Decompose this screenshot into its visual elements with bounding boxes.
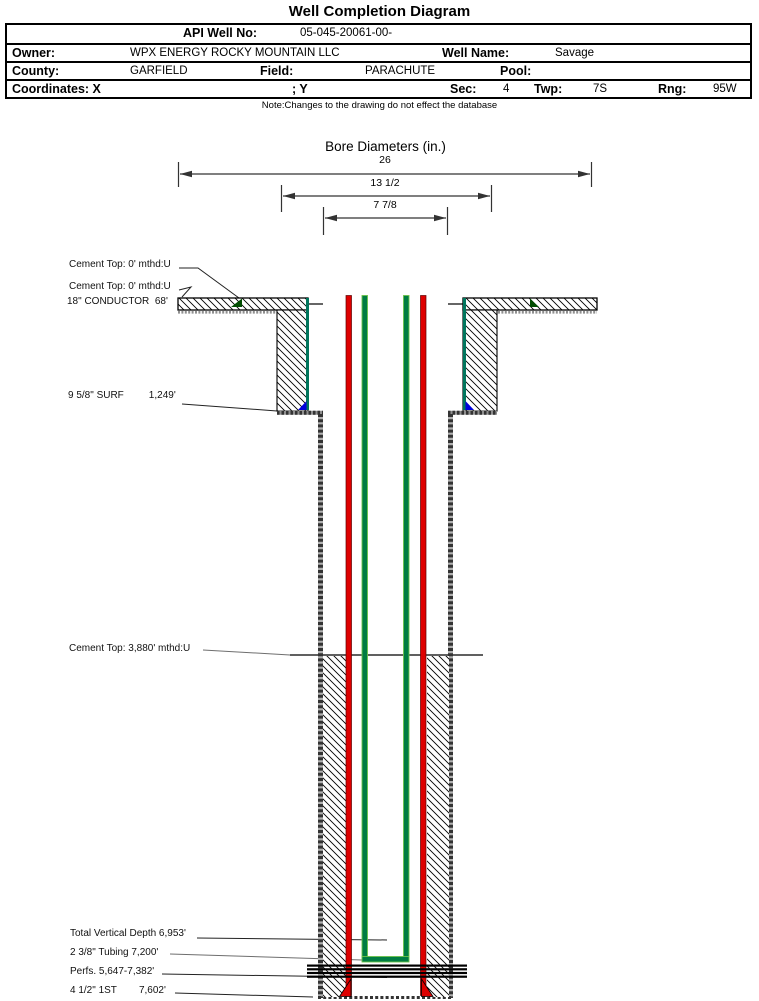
bore-diameter-26-label: 26	[379, 154, 391, 166]
conductor-cap-left	[178, 298, 308, 310]
cement-column-left	[277, 310, 308, 411]
cement-fill-right	[427, 656, 449, 997]
cement-top-3880-label: Cement Top: 3,880' mthd:U	[69, 643, 191, 654]
bore-diameter-7-78-label: 7 7/8	[373, 199, 397, 211]
county-label: County:	[12, 64, 60, 78]
production-casing-left	[346, 296, 352, 996]
page-title: Well Completion Diagram	[288, 3, 471, 20]
tubing-right-leg	[404, 296, 410, 960]
bore-diameter-13half-label: 13 1/2	[370, 177, 400, 189]
well-name-value: Savage	[555, 47, 595, 59]
api-label: API Well No:	[183, 26, 258, 40]
annotation-leader-lines	[162, 268, 387, 997]
bore-dimension-13half	[282, 185, 492, 212]
rng-value: 95W	[713, 83, 737, 95]
owner-value: WPX ENERGY ROCKY MOUNTAIN LLC	[130, 47, 340, 59]
cement-top-0-label-1: Cement Top: 0' mthd:U	[69, 259, 171, 270]
casing-1st-label: 4 1/2" 1ST 7,602'	[70, 985, 166, 996]
cement-fill-left	[323, 656, 346, 997]
api-value: 05-045-20061-00-	[300, 27, 393, 39]
cement-column-right	[463, 310, 497, 411]
field-label: Field:	[260, 64, 294, 78]
surf-casing-label: 9 5/8" SURF 1,249'	[68, 390, 176, 401]
perfs-label: Perfs. 5,647-7,382'	[70, 966, 155, 977]
twp-value: 7S	[593, 83, 608, 95]
production-casing-right	[421, 296, 427, 996]
field-value: PARACHUTE	[365, 65, 436, 77]
well-name-label: Well Name:	[442, 46, 510, 60]
tubing-bottom	[362, 957, 409, 963]
bore-diameters-title: Bore Diameters (in.)	[325, 139, 446, 154]
cement-3880-leader-gray	[203, 650, 290, 655]
tubing-label: 2 3/8" Tubing 7,200'	[70, 947, 159, 958]
bore-dimension-26	[179, 162, 592, 187]
county-value: GARFIELD	[130, 65, 188, 77]
twp-label: Twp:	[534, 82, 563, 96]
coordinates-label: Coordinates: X	[12, 82, 101, 96]
conductor-label: 18" CONDUCTOR 68'	[67, 296, 168, 307]
total-vertical-depth-label: Total Vertical Depth 6,953'	[70, 928, 186, 939]
cement-top-0-label-2: Cement Top: 0' mthd:U	[69, 281, 171, 292]
sec-label: Sec:	[450, 82, 477, 96]
rng-label: Rng:	[658, 82, 687, 96]
database-note: Note:Changes to the drawing do not effect the database	[261, 100, 498, 111]
bore-dimension-7-78	[324, 207, 448, 235]
coordinates-y-label: ; Y	[292, 82, 308, 96]
tubing-left-leg	[362, 296, 368, 960]
sec-value: 4	[503, 83, 510, 95]
owner-label: Owner:	[12, 46, 56, 60]
pool-label: Pool:	[500, 64, 532, 78]
